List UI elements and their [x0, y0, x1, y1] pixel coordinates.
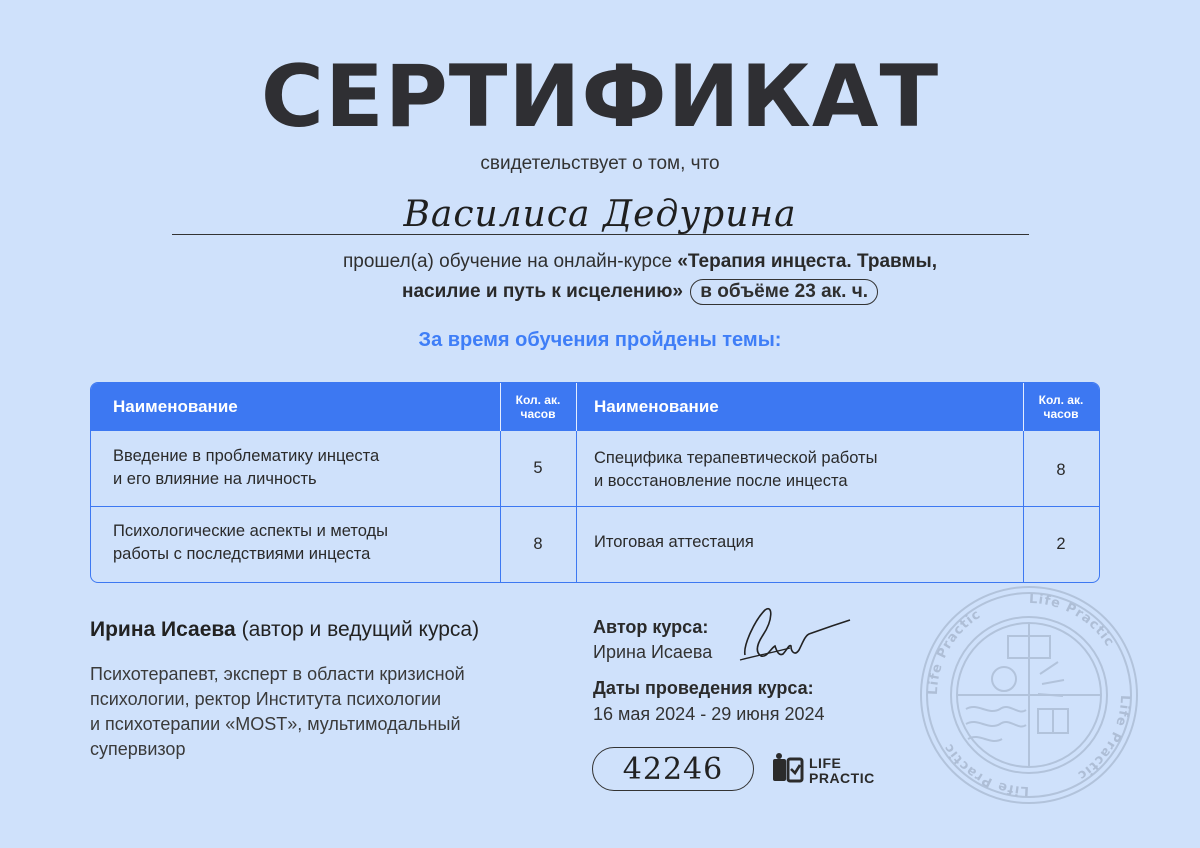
topic-line: работы с последствиями инцеста	[113, 545, 371, 563]
bio-line: и психотерапии «MOST», мультимодальный	[90, 714, 461, 734]
table-row-1-left-hours: 5	[533, 459, 543, 477]
seal-text: Life Practic	[940, 740, 1030, 799]
header-hours-right	[1023, 383, 1099, 431]
course-line-2	[0, 279, 1200, 305]
topic-line: Введение в проблематику инцеста	[113, 447, 380, 465]
course-prefix: прошел(а) обучение на онлайн-курсе	[342, 251, 673, 272]
seal-stamp	[918, 584, 1140, 806]
name-underline	[172, 234, 1029, 235]
svg-text:Life Practic	[1074, 695, 1132, 783]
svg-text:Life Practic	[941, 740, 1029, 798]
author-bio	[90, 662, 560, 762]
topic-line: Психологические аспекты и методы	[113, 522, 389, 540]
topics-table	[90, 382, 1100, 583]
table-header	[91, 383, 1099, 431]
row-divider	[91, 506, 1099, 507]
header-divider	[500, 383, 501, 431]
column-divider	[576, 431, 577, 583]
author-role: (автор и ведущий курса)	[241, 618, 480, 641]
course-name-part-1: «Терапия инцеста. Травмы,	[677, 251, 938, 272]
seal-text: Life Practic	[1028, 591, 1118, 650]
table-row-2-left-hours: 8	[533, 535, 543, 553]
table-row-1-right-hours: 8	[1056, 461, 1066, 479]
seal-text: Life Practic	[925, 606, 984, 696]
course-author-value: Ирина Исаева	[593, 642, 713, 662]
bio-line: Психотерапевт, эксперт в области кризисной	[90, 664, 465, 684]
author-heading	[90, 618, 479, 642]
table-row-2-right-hours: 2	[1056, 535, 1066, 553]
certificate-subtitle: свидетельствует о том, что	[480, 153, 720, 174]
table-row-2-left-topic	[113, 520, 388, 566]
header-name-left: Наименование	[113, 397, 238, 416]
dates-label: Даты проведения курса:	[593, 678, 814, 698]
topic-line: Итоговая аттестация	[594, 533, 754, 551]
bio-line: супервизор	[90, 739, 186, 759]
topic-line: и восстановление после инцеста	[594, 472, 848, 490]
course-line-1	[0, 251, 1200, 273]
topic-line: и его влияние на личность	[113, 470, 317, 488]
hours-badge: в объёме 23 ак. ч.	[690, 279, 878, 305]
topics-heading: За время обучения пройдены темы:	[418, 329, 782, 351]
dates-value: 16 мая 2024 - 29 июня 2024	[593, 704, 825, 724]
certificate-title: СЕРТИФИКАТ	[260, 47, 940, 147]
column-divider	[500, 431, 501, 583]
signature-icon	[735, 600, 855, 670]
topic-line: Специфика терапевтической работы	[594, 449, 878, 467]
header-hours-left-l1: Кол. ак.	[515, 393, 561, 407]
header-hours-right-l2: часов	[1043, 407, 1079, 421]
serial-number: 42246	[592, 747, 754, 791]
svg-text:Life Practic	[926, 607, 984, 695]
bio-line: психологии, ректор Института психологии	[90, 689, 442, 709]
table-row-1-right-topic	[594, 447, 877, 493]
header-name-right: Наименование	[594, 397, 719, 416]
life-practic-logo-icon	[772, 753, 804, 783]
course-name-part-2: насилие и путь к исцелению»	[401, 281, 683, 302]
column-divider	[1023, 431, 1024, 583]
header-hours-left	[500, 383, 576, 431]
table-row-1-left-topic	[113, 445, 379, 491]
svg-text:Life Practic	[1029, 592, 1117, 650]
brand-logo-text	[809, 756, 875, 786]
author-name: Ирина Исаева	[90, 618, 236, 641]
course-author-label: Автор курса:	[593, 617, 709, 637]
header-hours-left-l2: часов	[520, 407, 556, 421]
seal-text: Life Practic	[1074, 694, 1133, 784]
table-row-2-right-topic	[594, 531, 754, 554]
brand-logo-line: PRACTIC	[809, 770, 875, 786]
header-hours-right-l1: Кол. ак.	[1038, 393, 1084, 407]
recipient-name: Василиса Дедурина	[403, 194, 797, 235]
header-divider	[1023, 383, 1024, 431]
brand-logo-line: LIFE	[809, 755, 842, 771]
header-divider	[576, 383, 577, 431]
